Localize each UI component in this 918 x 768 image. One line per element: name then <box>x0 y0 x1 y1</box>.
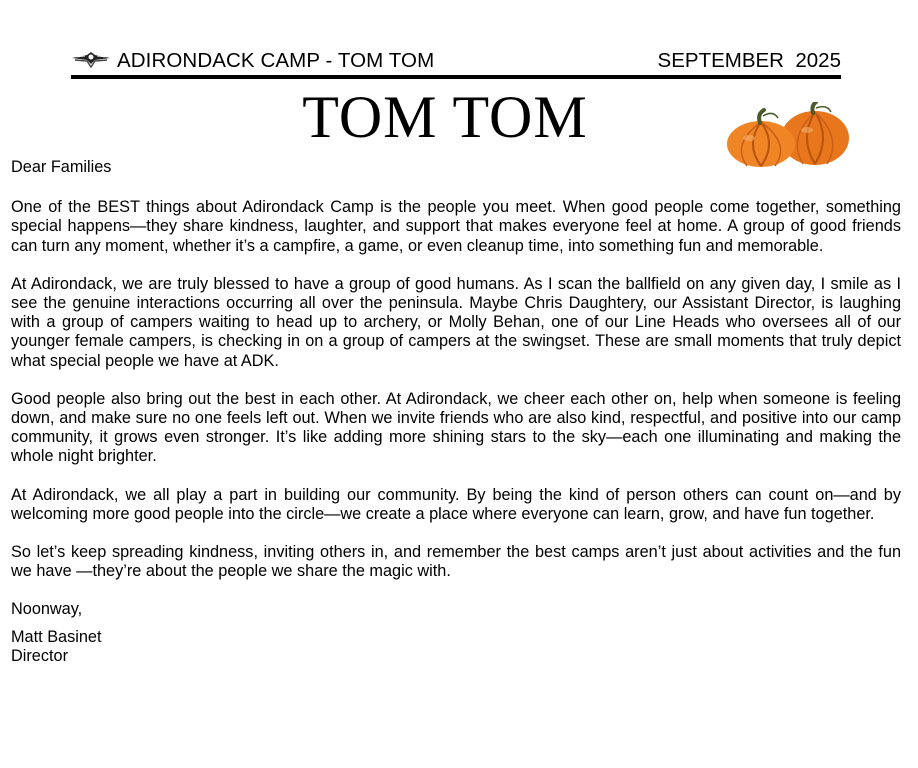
greeting: Dear Families <box>11 158 112 176</box>
paragraph-building-community: At Adirondack, we all play a part in building our community. By being the kind of person others can count on—and by welcoming more good people into the circle—we create a place where everyone can learn, grow, and have fun together. <box>11 485 901 523</box>
camp-name: ADIRONDACK CAMP - TOM TOM <box>117 49 435 72</box>
letter-body <box>11 158 901 666</box>
signature-title: Director <box>11 646 68 665</box>
issue-date: SEPTEMBER 2025 <box>657 49 841 72</box>
paragraph-spreading-kindness: So let’s keep spreading kindness, inviting others in, and remember the best camps aren’t just about activities and the fun we have —they’re about the people we share the magic with. <box>11 543 901 581</box>
header-rule <box>71 75 841 79</box>
newsletter-title: TOM TOM <box>302 84 588 150</box>
paragraph-people-you-meet: One of the BEST things about Adirondack Camp is the people you meet. When good people come together, something special happens—they share kindness, laughter, and support that makes everyone feel at home. A group of good friends can turn any moment, whether it’s a campfire, a game, or even cleanup time, into something fun and memorable. <box>11 198 901 255</box>
winged-emblem-icon <box>71 48 111 70</box>
paragraph-good-humans: At Adirondack, we are truly blessed to have a group of good humans. As I scan the ballfield on any given day, I smile as I see the genuine interactions occurring all over the peninsula. Maybe Chris Daughtery, our Assistant Director, is laughing with a group of campers waiting to head up to archery, or Molly Behan, one of our Line Heads who oversees all of our younger female campers, is checking in on a group of campers at the swingset. These are small moments that truly depict what special people we have at ADK. <box>11 274 901 370</box>
signoff: Noonway, <box>11 600 83 619</box>
signature-name: Matt Basinet <box>11 627 102 646</box>
paragraph-best-in-each-other: Good people also bring out the best in each other. At Adirondack, we cheer each other on, help when someone is feeling down, and make sure no one feels left out. When we invite friends who are also kind, respectful, and positive into our camp community, it grows even stronger. It’s like adding more shining stars to the sky—each one illuminating and making the whole night brighter. <box>11 389 901 466</box>
masthead <box>71 46 841 76</box>
